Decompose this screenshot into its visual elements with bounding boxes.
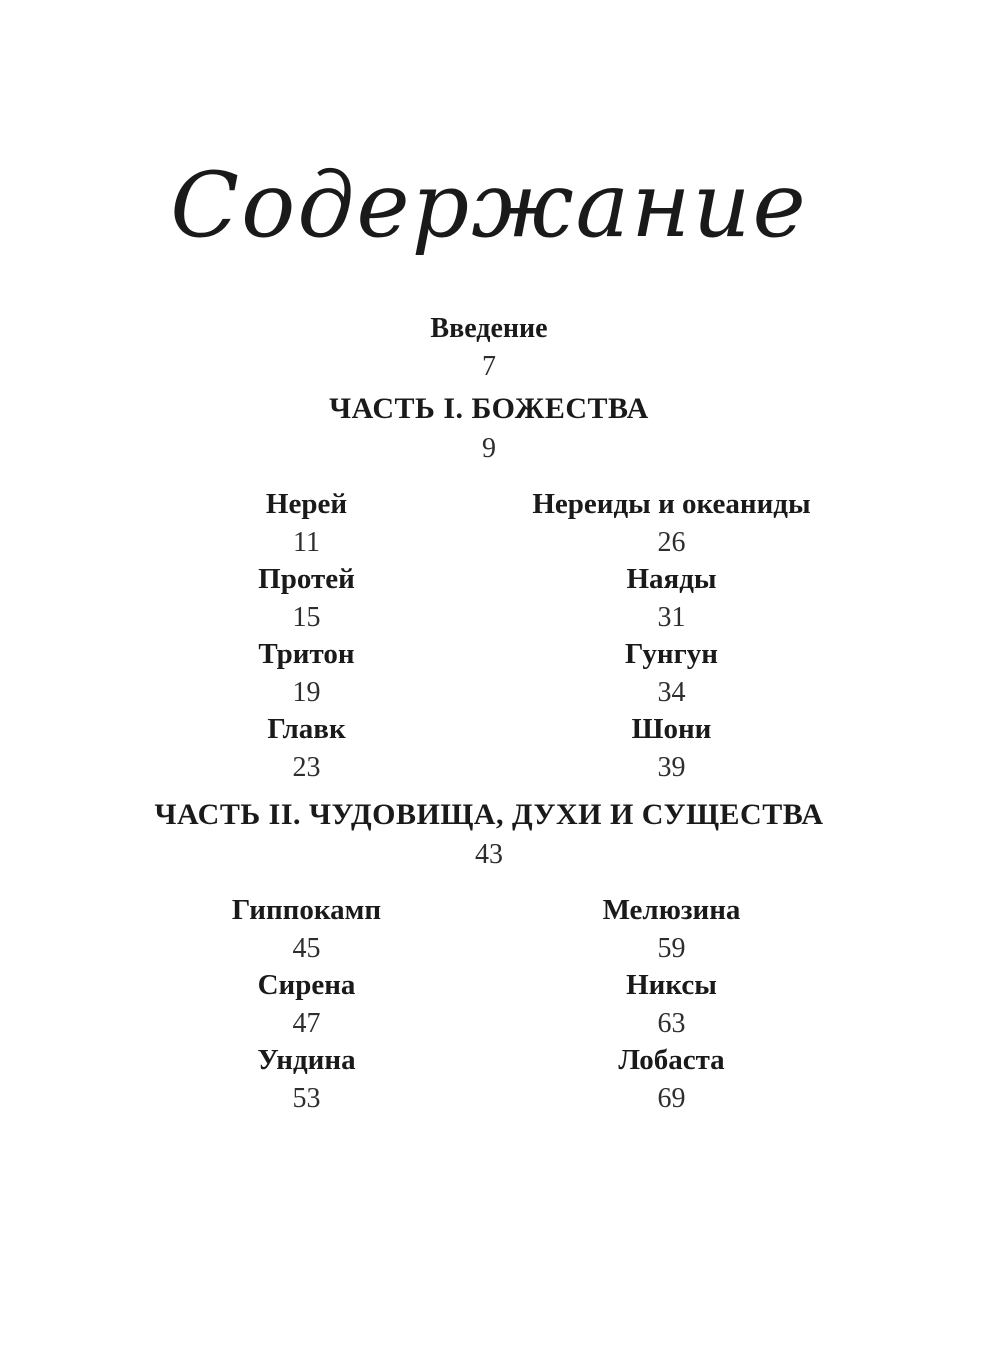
toc-entry <box>124 639 489 714</box>
part2-heading: ЧАСТЬ II. ЧУДОВИЩА, ДУХИ И СУЩЕСТВА <box>154 798 824 832</box>
toc-entry <box>489 1045 854 1120</box>
part1-heading: ЧАСТЬ I. БОЖЕСТВА <box>329 391 649 425</box>
toc-entry <box>489 639 854 714</box>
entry-name: Тритон <box>258 638 355 671</box>
entry-name: Наяды <box>626 563 717 596</box>
entry-name: Нереиды и океаниды <box>532 488 811 521</box>
entry-page-number: 39 <box>657 751 686 783</box>
entry-name: Гиппокамп <box>231 894 382 927</box>
entry-name: Ундина <box>257 1044 356 1077</box>
entry-name: Нерей <box>265 488 348 521</box>
toc-entry <box>124 1045 489 1120</box>
entry-name: Никсы <box>626 969 717 1002</box>
toc-entry <box>489 489 854 564</box>
entry-page-number: 34 <box>657 676 686 708</box>
entry-name: Лобаста <box>618 1044 725 1077</box>
toc-entry <box>489 970 854 1045</box>
entry-name: Протей <box>258 563 355 596</box>
part2-left-column <box>124 895 489 1120</box>
entry-page-number: 69 <box>657 1083 686 1115</box>
part1-left-column <box>124 489 489 789</box>
part1-page-number: 9 <box>482 432 496 464</box>
toc-entry <box>489 895 854 970</box>
part2-page-number: 43 <box>475 839 503 871</box>
toc-entry <box>124 714 489 789</box>
entry-page-number: 31 <box>657 601 686 633</box>
toc-entry <box>489 564 854 639</box>
entry-page-number: 53 <box>292 1083 321 1115</box>
toc-entry <box>124 489 489 564</box>
part1-entries-grid <box>124 489 854 789</box>
entry-name: Гунгун <box>625 638 718 671</box>
entry-page-number: 63 <box>657 1008 686 1040</box>
entry-name: Главк <box>267 713 346 746</box>
toc-entry <box>124 895 489 970</box>
page-title: Содержание <box>170 153 808 258</box>
toc-entry <box>124 564 489 639</box>
entry-name: Шони <box>631 713 712 746</box>
intro-label: Введение <box>430 312 548 344</box>
entry-page-number: 15 <box>292 601 321 633</box>
part2-right-column <box>489 895 854 1120</box>
part1-right-column <box>489 489 854 789</box>
entry-page-number: 11 <box>293 526 320 558</box>
entry-page-number: 59 <box>657 933 686 965</box>
entry-page-number: 45 <box>292 933 321 965</box>
intro-page-number: 7 <box>482 350 496 382</box>
toc-entry <box>124 970 489 1045</box>
entry-page-number: 47 <box>292 1008 321 1040</box>
entry-name: Сирена <box>257 969 356 1002</box>
part2-entries-grid <box>124 895 854 1120</box>
toc-entry <box>489 714 854 789</box>
entry-name: Мелюзина <box>602 894 741 927</box>
entry-page-number: 23 <box>292 751 321 783</box>
entry-page-number: 19 <box>292 676 321 708</box>
entry-page-number: 26 <box>657 526 686 558</box>
